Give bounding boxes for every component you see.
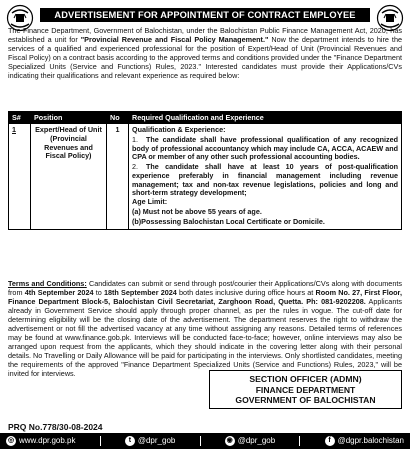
qualification-heading: Qualification & Experience: (132, 125, 226, 134)
facebook-icon: f (325, 436, 335, 446)
ad-title: ADVERTISEMENT FOR APPOINTMENT OF CONTRACT EMPLOYEE (40, 8, 370, 22)
qualification-item-2: 2. The candidate shall have at least 10 years of post-qualification experience preferably in financial management including revenue management; tax and non-tax revenue legislations, policies and long and short-term strategy development; (132, 162, 398, 198)
footer-web[interactable]: ◎ www.dpr.gob.pk (7, 436, 76, 446)
table-header-row (9, 112, 402, 124)
signature-line-1: SECTION OFFICER (ADMN) (249, 374, 362, 384)
footer-divider (200, 436, 201, 446)
requirements-table (8, 111, 402, 230)
footer-divider (100, 436, 101, 446)
cell-no: 1 (107, 124, 129, 230)
header-sn: S# (9, 112, 31, 124)
prq-number: PRQ No.778/30-08-2024 (8, 422, 103, 432)
instagram-icon: ◉ (225, 436, 235, 446)
header-position: Position (31, 112, 107, 124)
cell-position: Expert/Head of Unit (Provincial Revenues and Fiscal Policy) (31, 124, 107, 230)
cell-sn: 1 (9, 124, 31, 230)
office-address: Room No. 27, First Floor, Finance Department Block-5, Balochistan Civil Secretariat, Zarghoon Road, Quetta. Ph: 081-9202208. (8, 287, 402, 306)
age-limit-heading: Age Limit: (132, 197, 168, 207)
footer-divider (299, 436, 300, 446)
signature-block (209, 370, 402, 409)
twitter-icon: t (125, 436, 135, 446)
date-to: 18th September 2024 (103, 287, 177, 297)
cell-qualification (129, 124, 402, 230)
table-row (9, 124, 402, 230)
signature-line-3: GOVERNMENT OF BALOCHISTAN (235, 395, 376, 406)
signature-line-2: FINANCE DEPARTMENT (255, 384, 356, 395)
terms-label: Terms and Conditions: (8, 279, 87, 288)
header-qualification: Required Qualification and Experience (129, 112, 402, 124)
footer-facebook[interactable]: f @dgpr.balochistan (325, 436, 404, 446)
qualification-item-1: 1. The candidate shall have professional qualification of any recognized body of professional accountancy which may include CA, ACCA, ACAEW and CPA or member of any other such professional accounting bodies. (132, 134, 398, 162)
footer-bar (0, 433, 410, 449)
age-limit-b: (b)Possessing Balochistan Local Certificate or Domicile. (132, 216, 325, 226)
unit-name: "Provincial Revenue and Fiscal Policy Management." (80, 34, 269, 44)
age-limit-a: (a) Must not be above 55 years of age. (132, 207, 262, 217)
date-from: 4th September 2024 (24, 287, 94, 297)
website-link[interactable]: www.finance.gob.pk (64, 332, 130, 342)
globe-icon: ◎ (6, 436, 16, 446)
intro-paragraph: The Finance Department, Government of Balochistan, under the Balochistan Public Finance Management Act, 2020, has established a unit for "Provincial Revenue and Fiscal Policy Management." Now the department intends to hire the services of a qualified and experienced professional for the position of Expert/Head of Unit (Provincial Revenues and Fiscal Policy) on a contract basis according to the approved terms and conditions provided under the "Finance Department Specialized Units (Service and Functions) Rules, 2023." Interested candidates must provide their Applications/CVs indicating their qualifications and relevant experience as required below: (8, 26, 403, 80)
footer-instagram[interactable]: ◉ @dpr_gob (226, 436, 276, 446)
footer-twitter[interactable]: t @dpr_gob (125, 436, 175, 446)
terms-paragraph: Terms and Conditions: Candidates can submit or send through post/courier their Applications/CVs along with documents from 4th September 2024 to 18th September 2024 both dates inclusive during office hours at Room No. 27, First Floor, Finance Department Block-5, Balochistan Civil Secretariat, Zarghoon Road, Quetta. Ph: 081-9202208. Applicants already in Government Service should apply through proper channel, as per the rules in vogue. The cut-off date for determining eligibility will be the closing date of the advertisement. The department reserves the right to withdraw the advertisement or not fill the advertised vacancy at any time without assigning any reasons. Detailed terms of references may be found at www.finance.gob.pk. Interviews will be conducted face-to-face; however, online interviews may also be arranged upon request from the applicants, which they should indicate in the covering letter along with their personal details. No Travelling or Daily Allowance will be paid for participating in the interviews. Only shortlisted candidates, meeting the requirements of the approved "Finance Department Specialized Units (Service and Functions) Rules, 2023," will be invited for interviews. (8, 279, 402, 378)
header-no: No (107, 112, 129, 124)
